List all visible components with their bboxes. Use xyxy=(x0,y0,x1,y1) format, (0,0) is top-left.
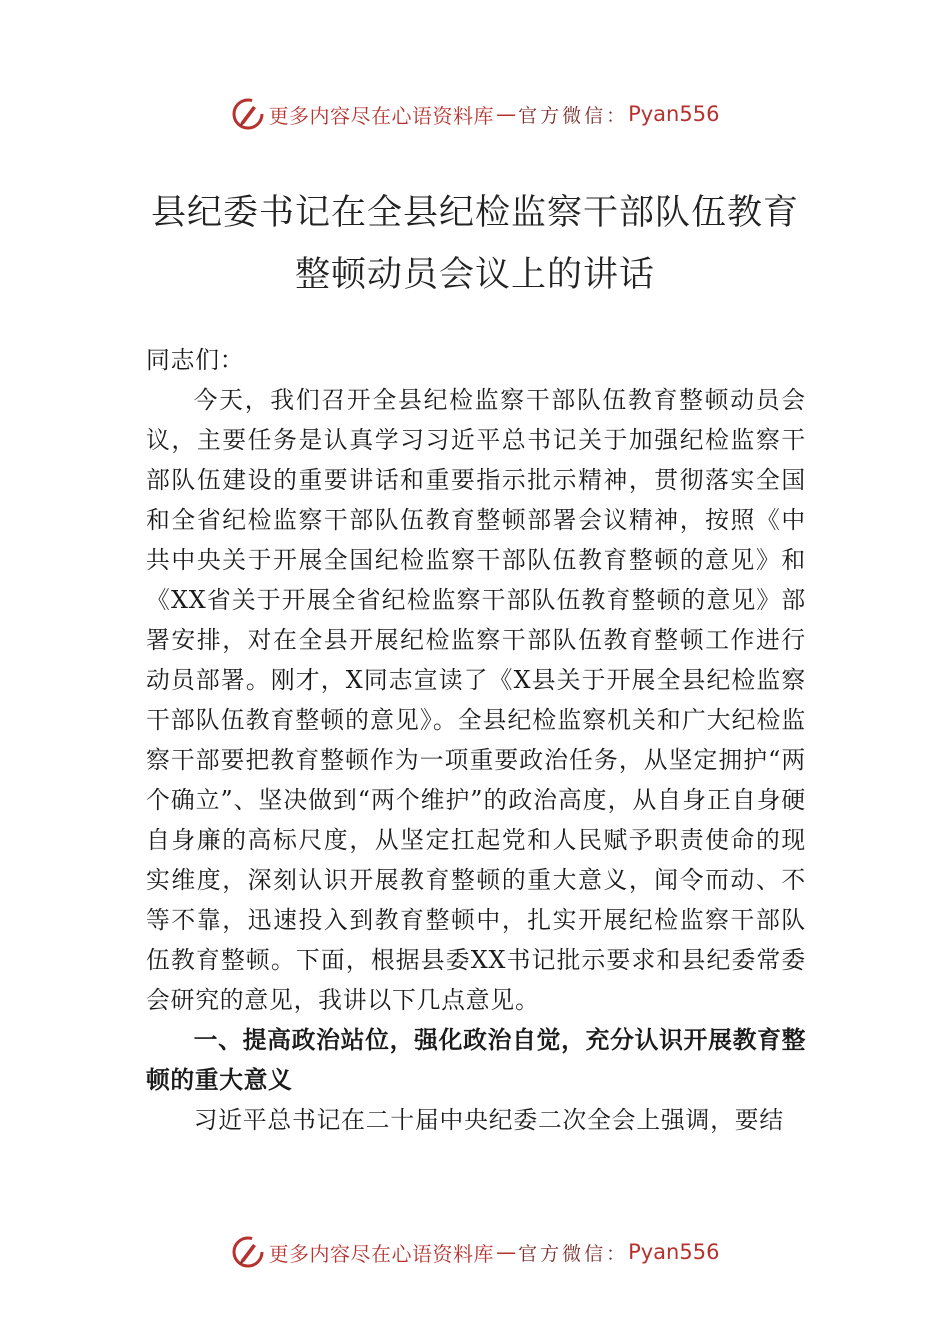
paragraph-1: 今天，我们召开全县纪检监察干部队伍教育整顿动员会议，主要任务是认真学习习近平总书记关于加强纪检监察干部队伍建设的重要讲话和重要指示批示精神，贯彻落实全国和全省纪检监察干部队伍教育整顿部署会议精神，按照《中共中央关于开展全国纪检监察干部队伍教育整顿的意见》和《XX省关于开展全省纪检监察干部队伍教育整顿的意见》部署安排，对在全县开展纪检监察干部队伍教育整顿工作进行动员部署。刚才，X同志宣读了《X县关于开展全县纪检监察干部队伍教育整顿的意见》。全县纪检监察机关和广大纪检监察干部要把教育整顿作为一项重要政治任务，从坚定拥护“两个确立”、坚决做到“两个维护”的政治高度，从自身正自身硬自身廉的高标尺度，从坚定扛起党和人民赋予职责使命的现实维度，深刻认识开展教育整顿的重大意义，闻令而动、不等不靠，迅速投入到教育整顿中，扎实开展纪检监察干部队伍教育整顿。下面，根据县委XX书记批示要求和县纪委常委会研究的意见，我讲以下几点意见。 xyxy=(146,386,806,1014)
watermark-banner-top xyxy=(0,94,950,134)
banner-separator: — xyxy=(496,1240,517,1264)
banner-label: 官方微信： xyxy=(518,1242,629,1265)
title-line-2: 整顿动员会议上的讲话 xyxy=(294,255,655,295)
banner-separator: — xyxy=(496,102,517,126)
title-line-1: 县纪委书记在全县纪检监察干部队伍教育 xyxy=(150,193,799,233)
banner-text: 更多内容尽在心语资料库 xyxy=(268,103,495,128)
pen-circle-icon xyxy=(231,97,265,131)
banner-label: 官方微信： xyxy=(518,104,629,127)
banner-wechat-id: Pyan556 xyxy=(628,1240,720,1264)
watermark-banner-bottom xyxy=(0,1232,950,1272)
banner-text: 更多内容尽在心语资料库 xyxy=(268,1241,495,1266)
paragraph-2: 习近平总书记在二十届中央纪委二次全会上强调，要结 xyxy=(193,1106,784,1134)
document-title xyxy=(100,182,850,306)
section-heading-1: 一、提高政治站位，强化政治自觉，充分认识开展教育整顿的重大意义 xyxy=(146,1026,806,1094)
greeting: 同志们： xyxy=(146,346,245,374)
document-body xyxy=(146,340,806,1140)
banner-wechat-id: Pyan556 xyxy=(628,102,720,126)
pen-circle-icon xyxy=(231,1235,265,1269)
